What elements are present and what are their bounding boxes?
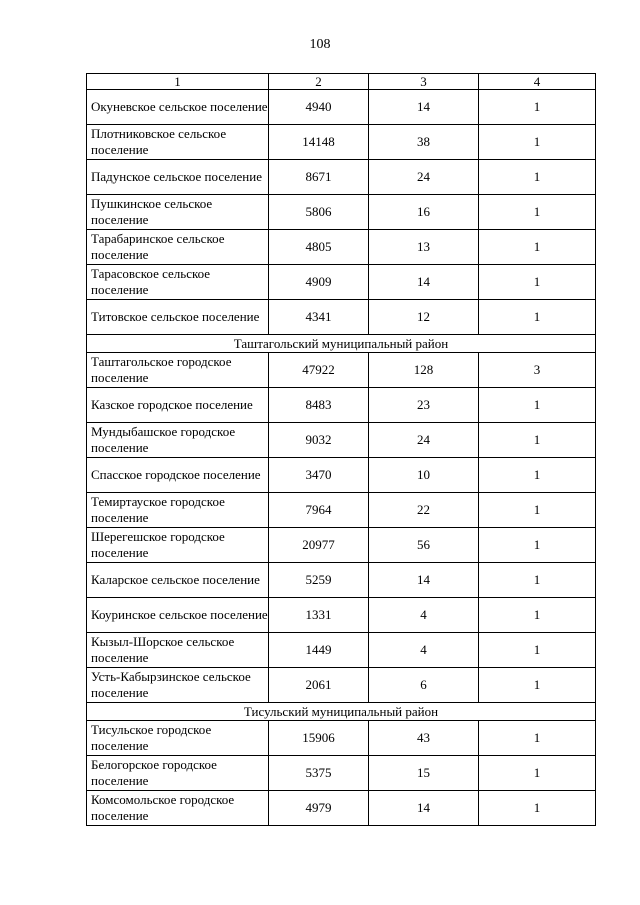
district-header-row [87,703,596,721]
settlement-name-cell: Спасское городское поселение [87,458,269,493]
population-cell: 14148 [269,125,369,160]
column-3-cell: 4 [369,633,479,668]
settlement-name-cell: Тарасовское сельское поселение [87,265,269,300]
district-name: Тисульский муниципальный район [87,703,596,721]
population-cell: 4805 [269,230,369,265]
table-row [87,230,596,265]
population-cell: 5806 [269,195,369,230]
column-3-cell: 24 [369,160,479,195]
table-row [87,160,596,195]
population-cell: 8483 [269,388,369,423]
column-4-cell: 1 [479,388,596,423]
table-row [87,458,596,493]
population-cell: 15906 [269,721,369,756]
column-4-cell: 1 [479,563,596,598]
table-row [87,353,596,388]
table-row [87,265,596,300]
population-cell: 4909 [269,265,369,300]
column-3-cell: 23 [369,388,479,423]
column-3-cell: 14 [369,265,479,300]
table-row [87,721,596,756]
population-cell: 9032 [269,423,369,458]
settlement-name-cell: Коуринское сельское поселение [87,598,269,633]
table-row [87,598,596,633]
settlement-name-cell: Титовское сельское поселение [87,300,269,335]
column-4-cell: 1 [479,528,596,563]
settlement-name-cell: Темиртауское городское поселение [87,493,269,528]
settlement-name-cell: Таштагольское городское поселение [87,353,269,388]
column-4-cell: 1 [479,458,596,493]
page-number: 108 [309,37,331,52]
table-row [87,493,596,528]
column-4-cell: 3 [479,353,596,388]
column-3-cell: 14 [369,563,479,598]
column-4-cell: 1 [479,160,596,195]
population-cell: 4341 [269,300,369,335]
table-row [87,388,596,423]
table-row [87,195,596,230]
population-cell: 4940 [269,90,369,125]
column-3-cell: 12 [369,300,479,335]
column-header-1: 1 [87,74,269,90]
table-row [87,90,596,125]
column-4-cell: 1 [479,265,596,300]
settlement-name-cell: Пушкинское сельское поселение [87,195,269,230]
column-4-cell: 1 [479,668,596,703]
column-header-3: 3 [369,74,479,90]
column-3-cell: 128 [369,353,479,388]
column-3-cell: 10 [369,458,479,493]
district-header-row [87,335,596,353]
table-row [87,563,596,598]
settlement-name-cell: Комсомольское городское поселение [87,791,269,826]
settlement-name-cell: Падунское сельское поселение [87,160,269,195]
population-cell: 8671 [269,160,369,195]
column-3-cell: 6 [369,668,479,703]
column-3-cell: 4 [369,598,479,633]
population-cell: 2061 [269,668,369,703]
settlement-name-cell: Шерегешское городское поселение [87,528,269,563]
column-4-cell: 1 [479,90,596,125]
settlement-name-cell: Кызыл-Шорское сельское поселение [87,633,269,668]
settlement-name-cell: Усть-Кабырзинское сельское поселение [87,668,269,703]
column-4-cell: 1 [479,756,596,791]
column-3-cell: 22 [369,493,479,528]
column-3-cell: 56 [369,528,479,563]
column-3-cell: 14 [369,90,479,125]
column-4-cell: 1 [479,633,596,668]
settlement-name-cell: Окуневское сельское поселение [87,90,269,125]
population-cell: 47922 [269,353,369,388]
table-header-row [87,74,596,90]
column-4-cell: 1 [479,721,596,756]
column-4-cell: 1 [479,493,596,528]
district-name: Таштагольский муниципальный район [87,335,596,353]
population-cell: 1331 [269,598,369,633]
column-3-cell: 43 [369,721,479,756]
population-cell: 4979 [269,791,369,826]
column-4-cell: 1 [479,230,596,265]
column-3-cell: 24 [369,423,479,458]
column-4-cell: 1 [479,423,596,458]
table-row [87,791,596,826]
column-4-cell: 1 [479,300,596,335]
settlement-name-cell: Тисульское городское поселение [87,721,269,756]
settlement-name-cell: Плотниковское сельское поселение [87,125,269,160]
column-4-cell: 1 [479,195,596,230]
table-row [87,300,596,335]
population-cell: 1449 [269,633,369,668]
column-3-cell: 13 [369,230,479,265]
column-3-cell: 38 [369,125,479,160]
settlement-name-cell: Казское городское поселение [87,388,269,423]
column-3-cell: 14 [369,791,479,826]
column-3-cell: 15 [369,756,479,791]
population-cell: 5259 [269,563,369,598]
column-4-cell: 1 [479,598,596,633]
population-cell: 20977 [269,528,369,563]
table-row [87,633,596,668]
column-3-cell: 16 [369,195,479,230]
column-header-4: 4 [479,74,596,90]
settlements-table [86,73,596,826]
table-row [87,668,596,703]
column-4-cell: 1 [479,125,596,160]
settlement-name-cell: Белогорское городское поселение [87,756,269,791]
table-row [87,125,596,160]
table-row [87,756,596,791]
settlement-name-cell: Каларское сельское поселение [87,563,269,598]
column-header-2: 2 [269,74,369,90]
population-cell: 3470 [269,458,369,493]
population-cell: 5375 [269,756,369,791]
table-row [87,423,596,458]
population-cell: 7964 [269,493,369,528]
table-row [87,528,596,563]
settlement-name-cell: Тарабаринское сельское поселение [87,230,269,265]
settlement-name-cell: Мундыбашское городское поселение [87,423,269,458]
column-4-cell: 1 [479,791,596,826]
